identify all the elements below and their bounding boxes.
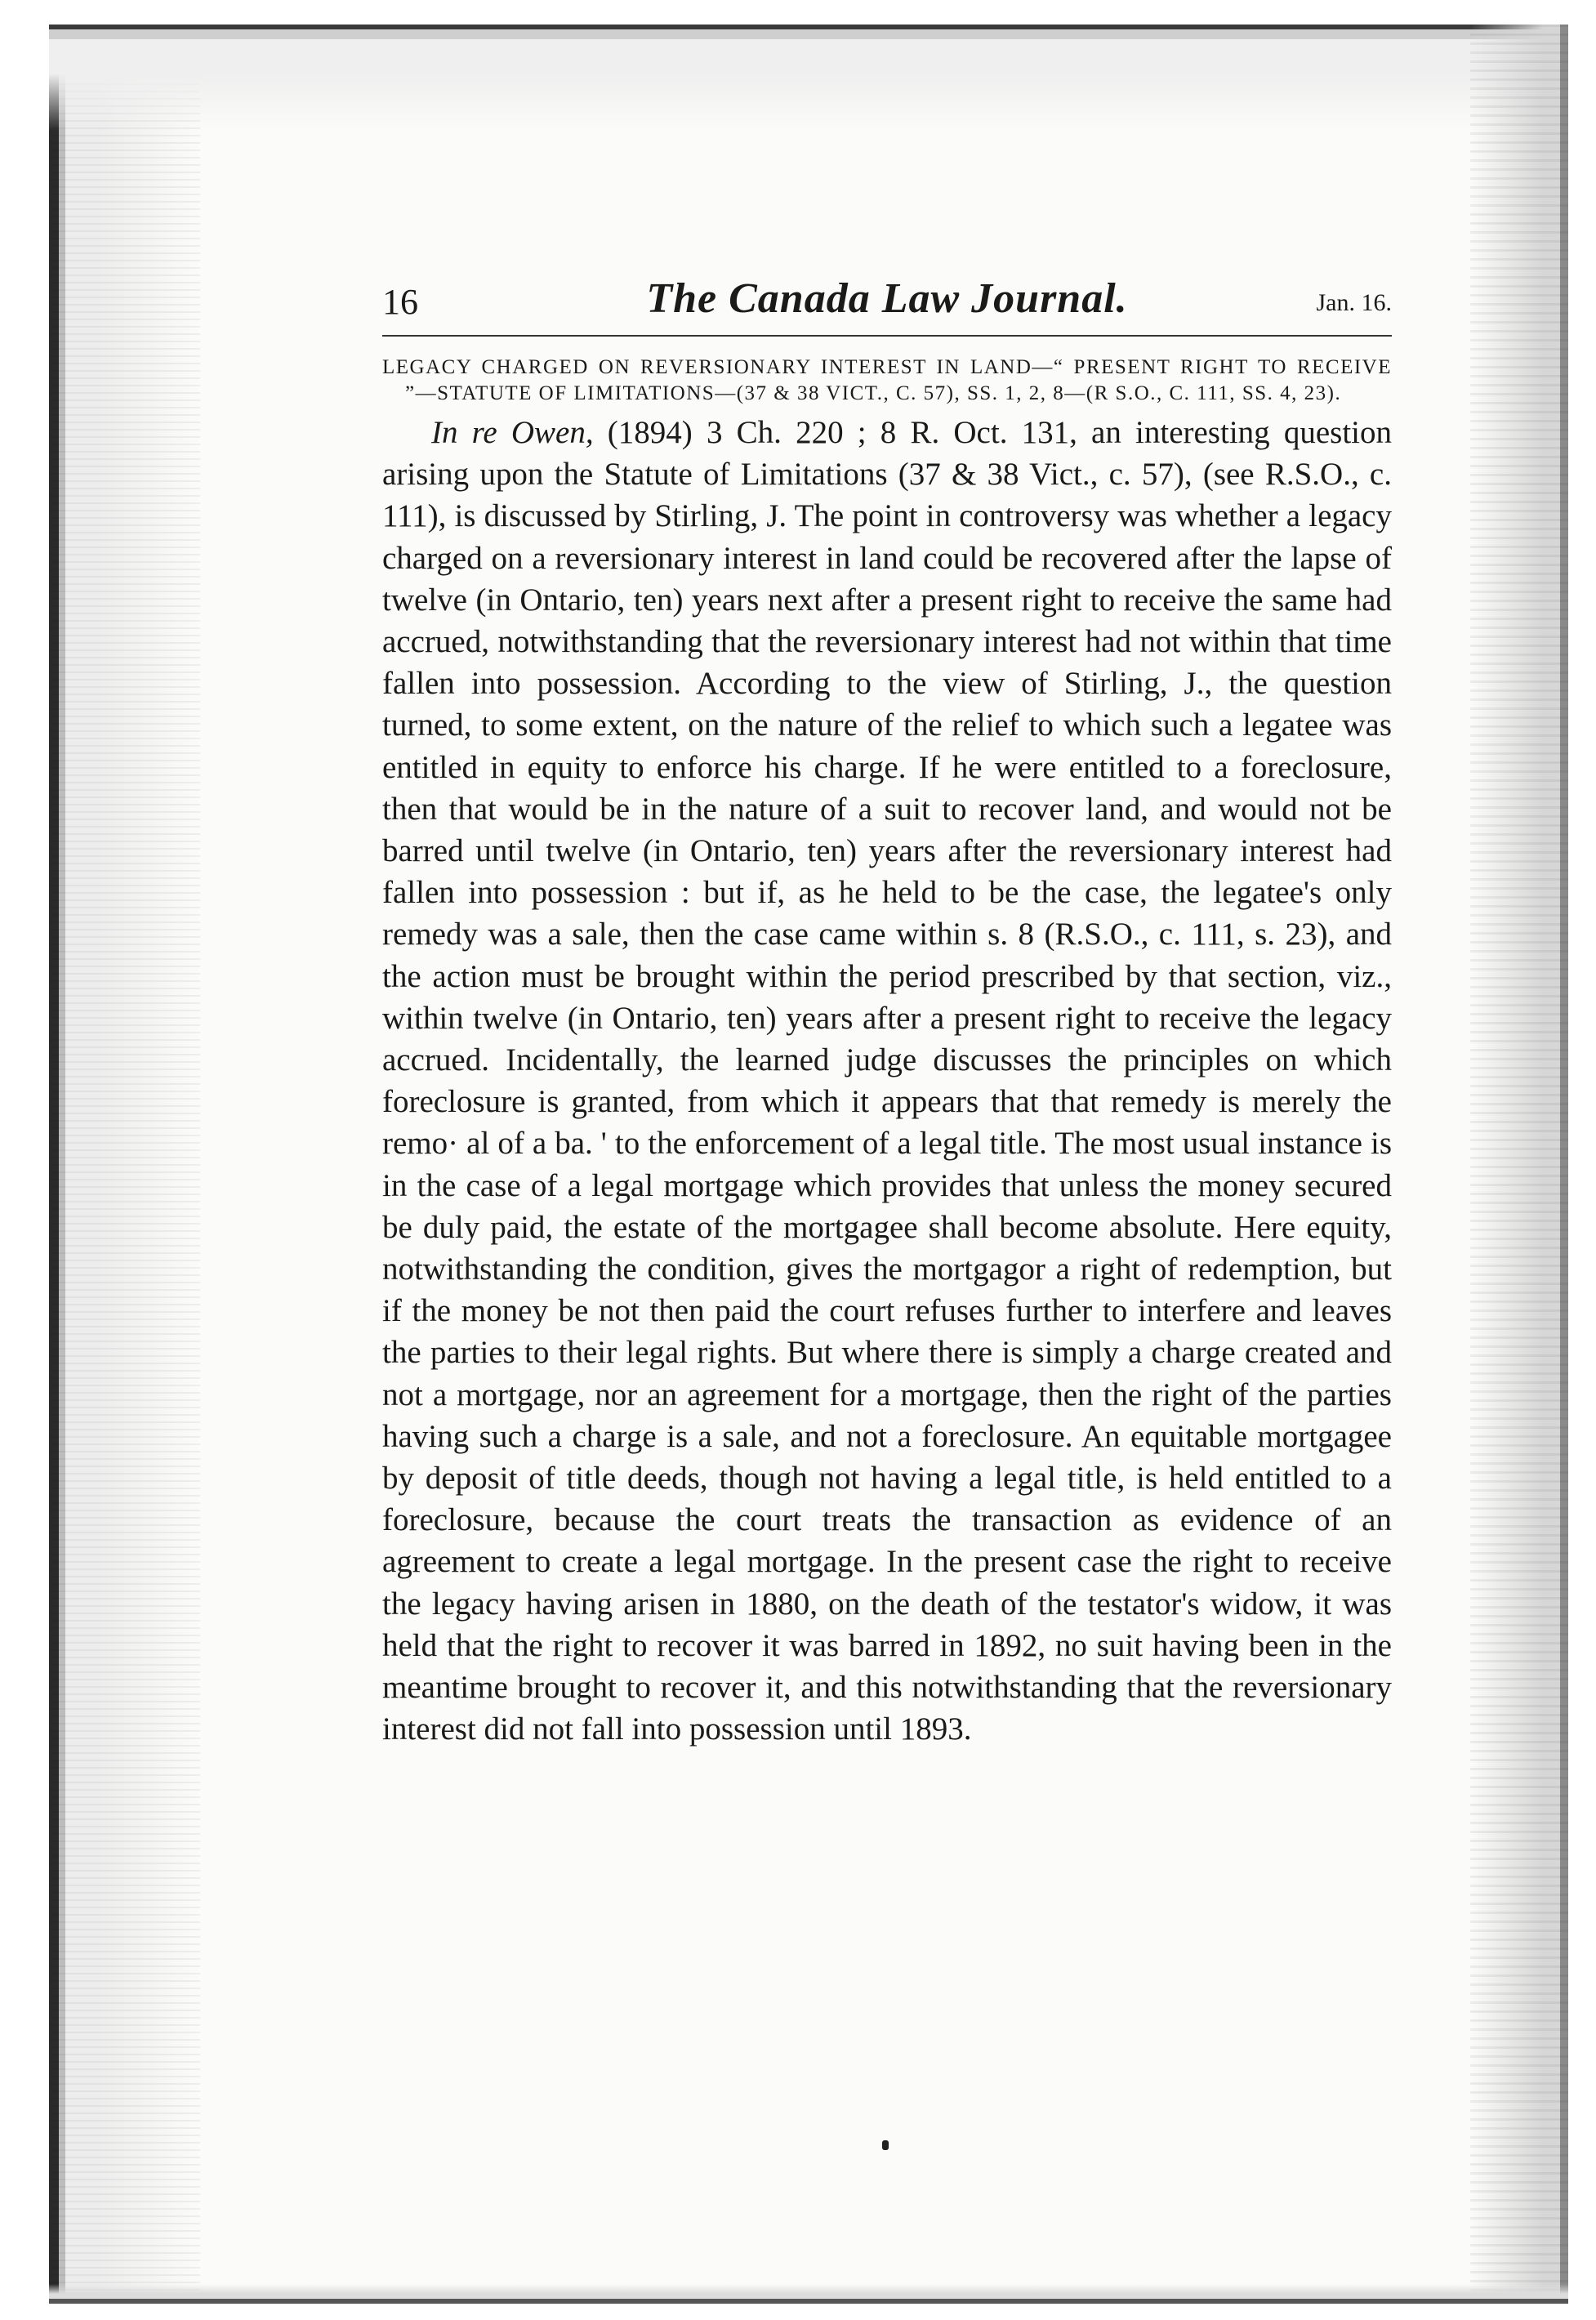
scan-edge-top	[49, 25, 1568, 131]
bottom-mark	[882, 2140, 889, 2150]
journal-title: The Canada Law Journal.	[646, 275, 1128, 322]
issue-date: Jan. 16.	[1316, 289, 1392, 316]
scan-edge-right	[1470, 25, 1568, 2304]
case-heading: LEGACY CHARGED ON REVERSIONARY INTEREST IN LAND—“ PRESENT RIGHT TO RECEIVE ”—STATUTE OF LIMITATIONS—(37 & 38 VICT., C. 57), SS. 1, 2, 8—(R S.O., C. 111, SS. 4, 23).	[382, 356, 1392, 404]
case-body-text: (1894) 3 Ch. 220 ; 8 R. Oct. 131, an interesting question arising upon the Statute of Limitations (37 & 38 Vict., c. 57), (see R.S.O., c. 111), is discussed by Stirling, J. The point in controversy was whether a legacy charged on a reversionary interest in land could be recovered after the lapse of twelve (in Ontario, ten) years next after a present right to receive the same had accrued, notwithstanding that the reversionary interest had not within that time fallen into possession. According to the view of Stirling, J., the question turned, to some extent, on the nature of the relief to which such a legatee was entitled in equity to enforce his charge. If he were entitled to a foreclosure, then that would be in the nature of a suit to recover land, and would not be barred until twelve (in Ontario, ten) years after the reversionary interest had fallen into possession : but if, as he held to be the case, the legatee's only remedy was a sale, then the case came within s. 8 (R.S.O., c. 111, s. 23), and the action must be brought within the period prescribed by that section, viz., within twelve (in Ontario, ten) years after a present right to receive the legacy accrued. Incidentally, the learned judge discusses the principles on which foreclosure is granted, from which it appears that that remedy is merely the remo· al of a ba. ' to the enforcement of a legal title. The most usual instance is in the case of a legal mortgage which provides that unless the money secured be duly paid, the estate of the mortgagee shall become absolute. Here equity, notwithstanding the condition, gives the mortgagor a right of redemption, but if the money be not then paid the court refuses further to interfere and leaves the parties to their legal rights. But where there is simply a charge created and not a mortgage, nor an agreement for a mortgage, then the right of the parties having such a charge is a sale, and not a foreclosure. An equitable mortgagee by deposit of title deeds, though not having a legal title, is held entitled to a foreclosure, because the court treats the transaction as evidence of an agreement to create a legal mortgage. In the present case the right to receive the legacy having arisen in 1880, on the death of the testator's widow, it was held that the right to recover it was barred in 1892, no suit having been in the meantime brought to recover it, and this notwithstanding that the reversionary interest did not fall into possession until 1893.	[382, 415, 1392, 1747]
running-head	[382, 270, 1392, 337]
case-name: In re Owen,	[431, 415, 594, 450]
page-number: 16	[382, 282, 418, 322]
journal-page	[382, 270, 1392, 1751]
scan-edge-bottom	[49, 2284, 1568, 2304]
case-body	[382, 412, 1392, 1751]
scan-edge-left	[49, 25, 200, 2304]
